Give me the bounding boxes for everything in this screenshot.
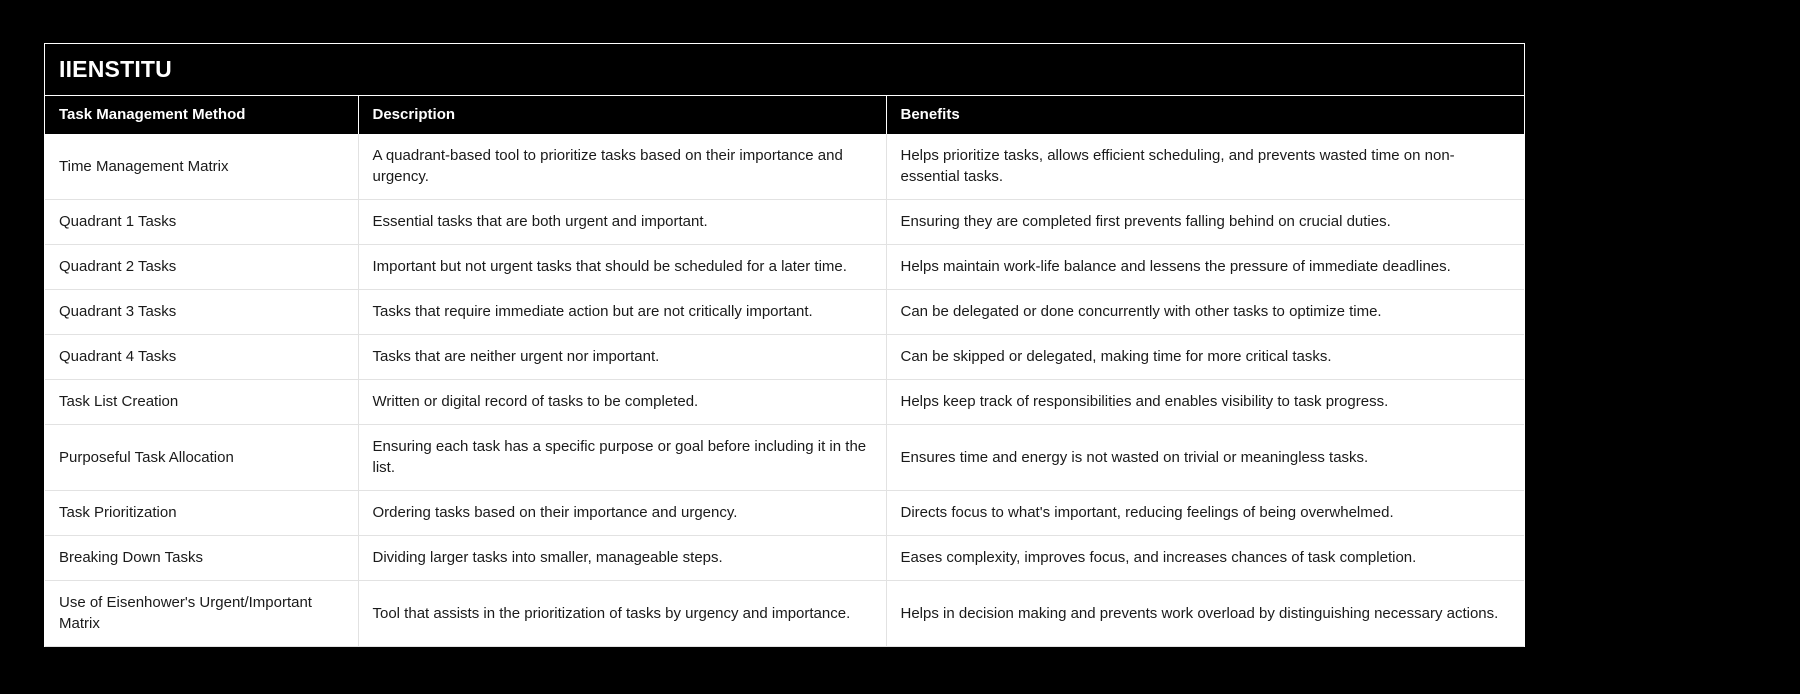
cell-benefits: Helps keep track of responsibilities and enables visibility to task progress. xyxy=(886,380,1524,425)
cell-description: Ordering tasks based on their importance and urgency. xyxy=(358,491,886,536)
table-header xyxy=(45,96,1524,134)
task-management-table xyxy=(45,96,1524,647)
cell-benefits: Helps maintain work-life balance and lessens the pressure of immediate deadlines. xyxy=(886,245,1524,290)
cell-method: Quadrant 3 Tasks xyxy=(45,290,358,335)
cell-description: Tool that assists in the prioritization of tasks by urgency and importance. xyxy=(358,581,886,647)
cell-method: Time Management Matrix xyxy=(45,134,358,200)
brand-bar xyxy=(45,44,1524,96)
table-row xyxy=(45,134,1524,200)
cell-benefits: Can be delegated or done concurrently with other tasks to optimize time. xyxy=(886,290,1524,335)
table-row xyxy=(45,290,1524,335)
cell-method: Use of Eisenhower's Urgent/Important Matrix xyxy=(45,581,358,647)
cell-benefits: Ensuring they are completed first prevents falling behind on crucial duties. xyxy=(886,200,1524,245)
table-row xyxy=(45,491,1524,536)
cell-method: Purposeful Task Allocation xyxy=(45,425,358,491)
cell-benefits: Ensures time and energy is not wasted on trivial or meaningless tasks. xyxy=(886,425,1524,491)
column-header-description: Description xyxy=(358,96,886,134)
cell-description: A quadrant-based tool to prioritize tasks based on their importance and urgency. xyxy=(358,134,886,200)
cell-method: Quadrant 2 Tasks xyxy=(45,245,358,290)
table-header-row xyxy=(45,96,1524,134)
table-row xyxy=(45,536,1524,581)
table-row xyxy=(45,335,1524,380)
table-row xyxy=(45,380,1524,425)
cell-benefits: Helps in decision making and prevents work overload by distinguishing necessary actions. xyxy=(886,581,1524,647)
cell-description: Dividing larger tasks into smaller, manageable steps. xyxy=(358,536,886,581)
table-row xyxy=(45,425,1524,491)
column-header-method: Task Management Method xyxy=(45,96,358,134)
table-row xyxy=(45,200,1524,245)
brand-title: IIENSTITU xyxy=(59,56,172,82)
cell-method: Quadrant 1 Tasks xyxy=(45,200,358,245)
cell-method: Breaking Down Tasks xyxy=(45,536,358,581)
table-body xyxy=(45,134,1524,647)
cell-description: Essential tasks that are both urgent and important. xyxy=(358,200,886,245)
cell-description: Tasks that require immediate action but are not critically important. xyxy=(358,290,886,335)
cell-method: Task Prioritization xyxy=(45,491,358,536)
cell-benefits: Directs focus to what's important, reducing feelings of being overwhelmed. xyxy=(886,491,1524,536)
cell-description: Important but not urgent tasks that should be scheduled for a later time. xyxy=(358,245,886,290)
table-row xyxy=(45,581,1524,647)
cell-method: Task List Creation xyxy=(45,380,358,425)
cell-benefits: Eases complexity, improves focus, and increases chances of task completion. xyxy=(886,536,1524,581)
table-row xyxy=(45,245,1524,290)
cell-description: Ensuring each task has a specific purpose or goal before including it in the list. xyxy=(358,425,886,491)
cell-benefits: Can be skipped or delegated, making time for more critical tasks. xyxy=(886,335,1524,380)
table-card xyxy=(44,43,1525,647)
cell-benefits: Helps prioritize tasks, allows efficient scheduling, and prevents wasted time on non-essential tasks. xyxy=(886,134,1524,200)
cell-description: Written or digital record of tasks to be completed. xyxy=(358,380,886,425)
cell-description: Tasks that are neither urgent nor important. xyxy=(358,335,886,380)
cell-method: Quadrant 4 Tasks xyxy=(45,335,358,380)
column-header-benefits: Benefits xyxy=(886,96,1524,134)
